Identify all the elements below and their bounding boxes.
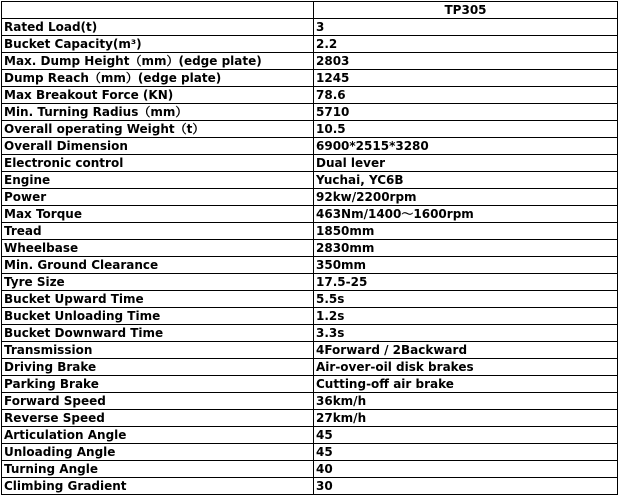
- spec-value: 78.6: [314, 87, 618, 104]
- table-row: [2, 308, 618, 325]
- spec-label: Power: [2, 189, 314, 206]
- spec-label: Parking Brake: [2, 376, 314, 393]
- table-row: [2, 342, 618, 359]
- spec-table: [1, 1, 618, 495]
- spec-label: Reverse Speed: [2, 410, 314, 427]
- spec-label: Overall operating Weight（t）: [2, 121, 314, 138]
- spec-label: Max Breakout Force (KN): [2, 87, 314, 104]
- table-row: [2, 359, 618, 376]
- spec-label: Tread: [2, 223, 314, 240]
- table-row: [2, 53, 618, 70]
- spec-value: 3: [314, 19, 618, 36]
- spec-value: 92kw/2200rpm: [314, 189, 618, 206]
- table-row: [2, 427, 618, 444]
- table-row: [2, 478, 618, 495]
- spec-label: Articulation Angle: [2, 427, 314, 444]
- table-row: [2, 376, 618, 393]
- spec-label: Max Torque: [2, 206, 314, 223]
- spec-value: 2.2: [314, 36, 618, 53]
- spec-value: Dual lever: [314, 155, 618, 172]
- spec-value: 4Forward / 2Backward: [314, 342, 618, 359]
- spec-value: 5.5s: [314, 291, 618, 308]
- spec-value: 3.3s: [314, 325, 618, 342]
- spec-label: Rated Load(t): [2, 19, 314, 36]
- table-row: [2, 223, 618, 240]
- table-row: [2, 206, 618, 223]
- spec-label: Bucket Unloading Time: [2, 308, 314, 325]
- spec-label: Driving Brake: [2, 359, 314, 376]
- spec-value: 10.5: [314, 121, 618, 138]
- spec-value: 45: [314, 444, 618, 461]
- spec-value: 6900*2515*3280: [314, 138, 618, 155]
- spec-label: Unloading Angle: [2, 444, 314, 461]
- spec-label: Transmission: [2, 342, 314, 359]
- spec-label: Turning Angle: [2, 461, 314, 478]
- table-row: [2, 121, 618, 138]
- spec-label: Min. Turning Radius（mm）: [2, 104, 314, 121]
- table-row: [2, 155, 618, 172]
- table-row: [2, 70, 618, 87]
- table-row: [2, 410, 618, 427]
- table-row: [2, 19, 618, 36]
- table-row: [2, 325, 618, 342]
- model-header: TP305: [314, 2, 618, 19]
- table-row: [2, 172, 618, 189]
- spec-value: 1245: [314, 70, 618, 87]
- spec-value: 2830mm: [314, 240, 618, 257]
- spec-value: 2803: [314, 53, 618, 70]
- table-row: [2, 393, 618, 410]
- table-row: [2, 36, 618, 53]
- table-row: [2, 444, 618, 461]
- spec-label: Electronic control: [2, 155, 314, 172]
- spec-label: Dump Reach（mm）(edge plate): [2, 70, 314, 87]
- table-row: [2, 240, 618, 257]
- spec-label: Max. Dump Height（mm）(edge plate): [2, 53, 314, 70]
- spec-label: Tyre Size: [2, 274, 314, 291]
- table-row: [2, 274, 618, 291]
- table-row: [2, 87, 618, 104]
- spec-value: 463Nm/1400～1600rpm: [314, 206, 618, 223]
- spec-table-body: [2, 2, 618, 495]
- table-row: [2, 104, 618, 121]
- spec-label: Bucket Upward Time: [2, 291, 314, 308]
- header-empty-cell: [2, 2, 314, 19]
- spec-label: Climbing Gradient: [2, 478, 314, 495]
- spec-value: 45: [314, 427, 618, 444]
- spec-value: 1850mm: [314, 223, 618, 240]
- spec-value: 40: [314, 461, 618, 478]
- spec-label: Wheelbase: [2, 240, 314, 257]
- spec-value: Air-over-oil disk brakes: [314, 359, 618, 376]
- spec-label: Bucket Downward Time: [2, 325, 314, 342]
- spec-value: 27km/h: [314, 410, 618, 427]
- table-row: [2, 461, 618, 478]
- spec-label: Engine: [2, 172, 314, 189]
- spec-value: 17.5-25: [314, 274, 618, 291]
- spec-value: Yuchai, YC6B: [314, 172, 618, 189]
- table-row: [2, 138, 618, 155]
- spec-label: Overall Dimension: [2, 138, 314, 155]
- table-header-row: [2, 2, 618, 19]
- spec-label: Bucket Capacity(m³): [2, 36, 314, 53]
- spec-value: Cutting-off air brake: [314, 376, 618, 393]
- spec-label: Min. Ground Clearance: [2, 257, 314, 274]
- spec-value: 1.2s: [314, 308, 618, 325]
- spec-value: 36km/h: [314, 393, 618, 410]
- table-row: [2, 291, 618, 308]
- spec-label: Forward Speed: [2, 393, 314, 410]
- table-row: [2, 189, 618, 206]
- table-row: [2, 257, 618, 274]
- spec-value: 5710: [314, 104, 618, 121]
- spec-value: 30: [314, 478, 618, 495]
- spec-value: 350mm: [314, 257, 618, 274]
